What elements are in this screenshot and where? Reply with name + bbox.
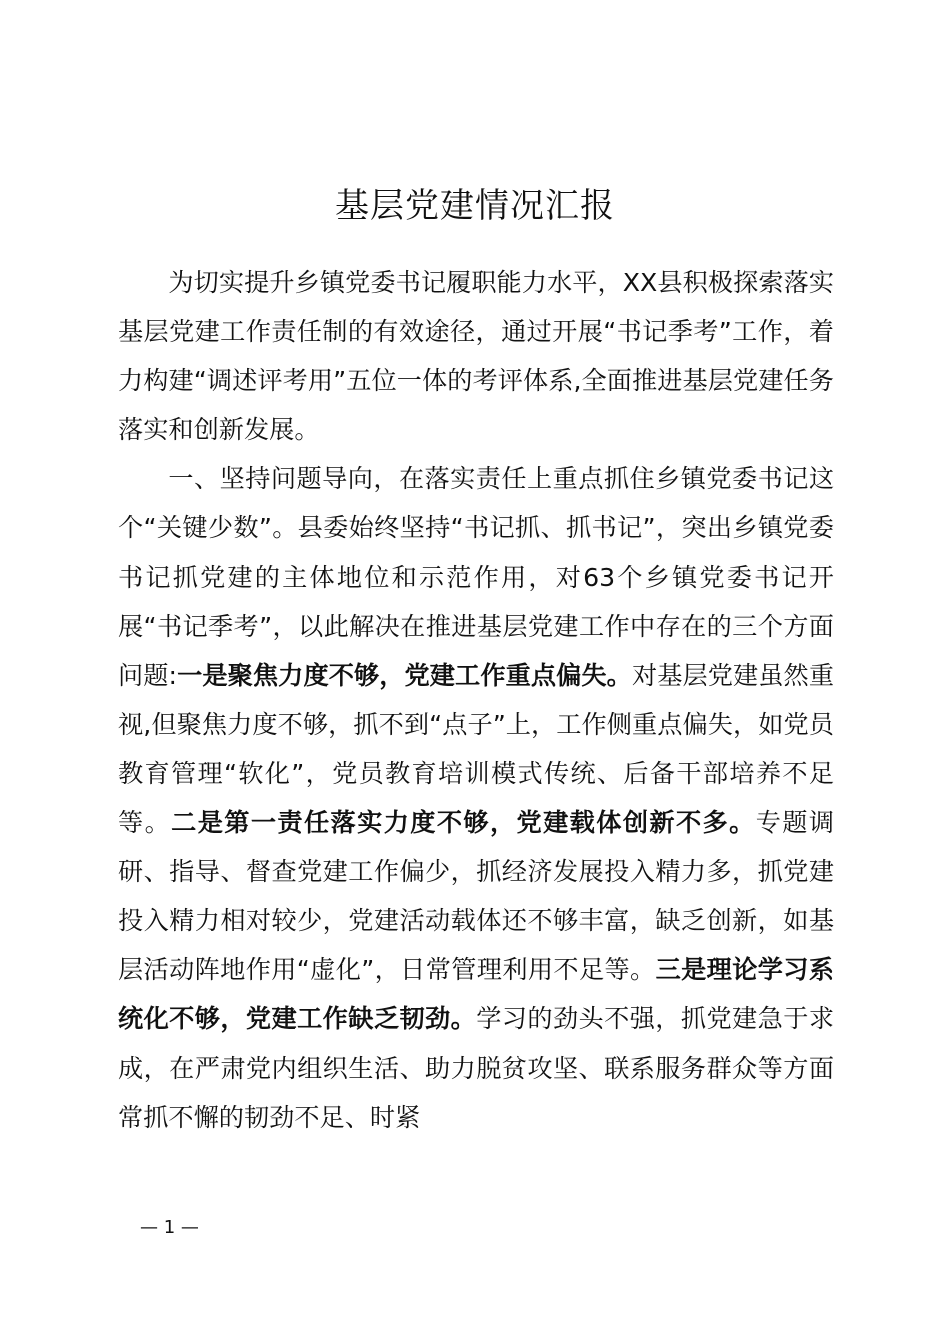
document-title: 基层党建情况汇报	[335, 186, 615, 226]
issue-one-heading: 一是聚焦力度不够，党建工作重点偏失。	[177, 660, 632, 690]
issue-one-text: 对基层党建虽然重视,但聚焦力度不够，抓不到“点子”上，工作侧重点偏失，如党员教育管理“软化”，党员教育培训模式传统、后备干部培养不足等。	[118, 660, 835, 838]
section-one-paragraph	[118, 454, 834, 1141]
page-number: — 1 —	[140, 1217, 199, 1238]
issue-three-heading: 三是理论学习系统化不够，党建工作缺乏韧劲。	[118, 955, 834, 1034]
issue-three-text: 学习的劲头不强，抓党建急于求成，在严肃党内组织生活、助力脱贫攻坚、联系服务群众等方面常抓不懈的韧劲不足、时紧	[118, 1004, 835, 1132]
section-one-lead: 一、坚持问题导向，在落实责任上重点抓住乡镇党委书记这个“关键少数”。县委始终坚持“书记抓、抓书记”，突出乡镇党委书记抓党建的主体地位和示范作用，对63个乡镇党委书记开展“书记季考”，以此解决在推进基层党建工作中存在的三个方面问题:	[118, 464, 834, 690]
issue-two-heading: 二是第一责任落实力度不够，党建载体创新不多。	[171, 808, 756, 838]
document-body	[118, 258, 834, 1142]
issue-two-text: 专题调研、指导、督查党建工作偏少，抓经济发展投入精力多，抓党建投入精力相对较少，党建活动载体还不够丰富，缺乏创新，如基层活动阵地作用“虚化”，日常管理利用不足等。	[118, 808, 835, 985]
intro-paragraph: 为切实提升乡镇党委书记履职能力水平，XX县积极探索落实基层党建工作责任制的有效途径，通过开展“书记季考”工作，着力构建“调述评考用”五位一体的考评体系,全面推进基层党建任务落实和创新发展。	[118, 268, 834, 445]
